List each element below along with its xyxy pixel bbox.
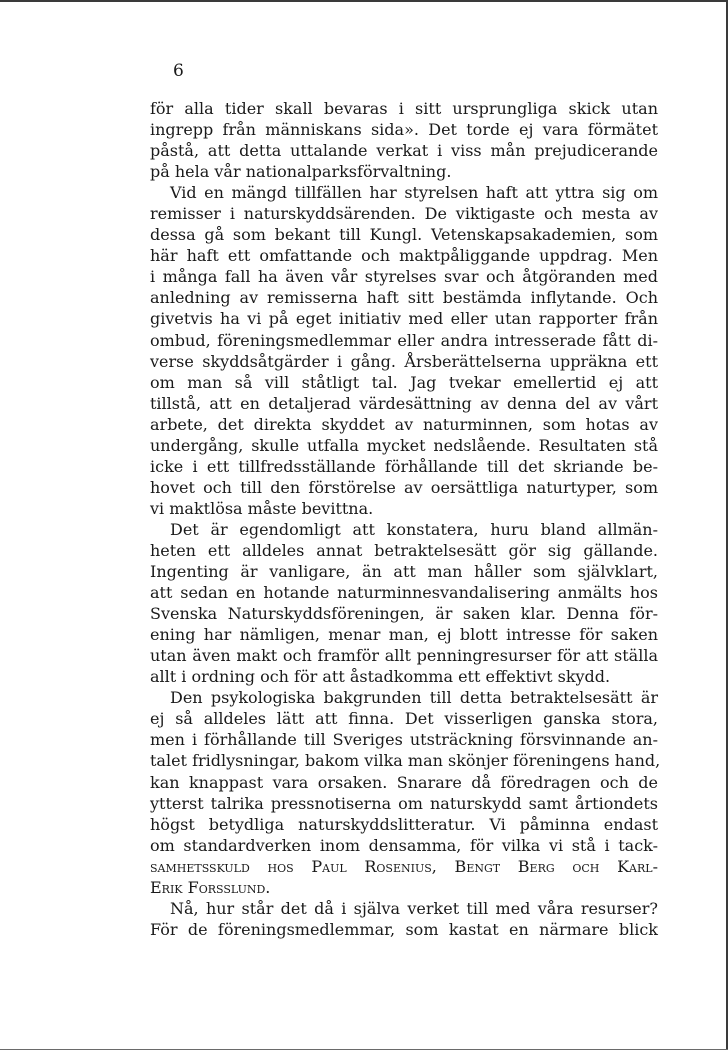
text-line: Ingenting är vanligare, än att man håller som självklart, (150, 562, 658, 582)
paragraph-start-line: Nå, hur står det då i själva verket till med våra resurser? (170, 898, 658, 918)
text-line: att sedan en hotande naturminnesvandalisering anmälts hos (150, 583, 658, 603)
text-line: ej så alldeles lätt att finna. Det visserligen ganska stora, (150, 709, 658, 729)
text-line: ening har nämligen, menar man, ej blott intresse för saken (150, 625, 658, 645)
text-line: för alla tider skall bevaras i sitt ursprungliga skick utan (150, 99, 658, 118)
body-text (150, 98, 661, 940)
paragraph-start-line: Det är egendomligt att konstatera, huru bland allmän- (170, 519, 658, 539)
scan-edge-top (0, 0, 728, 2)
text-line: om standardverken inom densamma, för vilka vi stå i tack- (150, 835, 658, 855)
text-line: anledning av remisserna haft sitt bestämda inflytande. Och (150, 288, 658, 308)
text-line: vi maktlösa måste bevittna. (150, 498, 374, 518)
text-line: på hela vår nationalparksförvaltning. (150, 162, 452, 182)
text-line: högst betydliga naturskyddslitteratur. Vi påminna endast (150, 814, 658, 834)
text-line: hovet och till den förstörelse av oersättliga naturtyper, som (150, 477, 658, 497)
text-line: ombud, föreningsmedlemmar eller andra intresserade fått di- (150, 330, 658, 350)
text-line: påstå, att detta uttalande verkat i viss mån prejudicerande (150, 141, 658, 161)
text-line: dessa gå som bekant till Kungl. Vetenskapsakademien, som (150, 225, 658, 245)
text-line: heten ett alldeles annat betraktelsesätt gör sig gällande. (150, 540, 658, 560)
text-line: givetvis ha vi på eget initiativ med eller utan rapporter från (150, 309, 658, 329)
page-number: 6 (173, 61, 184, 81)
paragraph-start-line: Den psykologiska bakgrunden till detta betraktelsesätt är (170, 688, 658, 708)
paragraph-start-line: Vid en mängd tillfällen har styrelsen haft att yttra sig om (170, 183, 658, 203)
text-line: kan knappast vara orsaken. Snarare då föredragen och de (150, 772, 658, 792)
text-line: utan även makt och framför allt penningresurser för att ställa (150, 646, 658, 666)
text-line: i många fall ha även vår styrelses svar och åtgöranden med (150, 267, 658, 287)
text-line: här haft ett omfattande och maktpåliggande uppdrag. Men (150, 246, 658, 266)
text-line: Svenska Naturskyddsföreningen, är saken klar. Denna för- (150, 604, 658, 624)
text-line: ytterst talrika pressnotiserna om naturskydd samt årtiondets (150, 793, 658, 813)
text-line: verse skyddsåtgärder i gång. Årsberättelserna uppräkna ett (150, 351, 658, 371)
text-line: tillstå, att en detaljerad värdesättning av denna del av vårt (150, 393, 658, 413)
text-line: ingrepp från människans sida». Det torde ej vara förmätet (150, 120, 658, 140)
text-line: talet fridlysningar, bakom vilka man skönjer föreningens hand, (150, 751, 661, 771)
text-line-author-names: Erik Forsslund. (150, 877, 271, 897)
text-line: icke i ett tillfredsställande förhållande till det skriande be- (150, 456, 658, 476)
text-line: arbete, det direkta skyddet av naturminnen, som hotas av (150, 414, 658, 434)
text-line: För de föreningsmedlemmar, som kastat en närmare blick (150, 919, 658, 939)
text-line: om man så vill ståtligt tal. Jag tvekar emellertid ej att (150, 372, 658, 392)
text-line: men i förhållande till Sveriges utsträckning försvinnande an- (150, 730, 658, 750)
text-line: undergång, skulle utfalla mycket nedslående. Resultaten stå (150, 435, 658, 455)
text-line: allt i ordning och för att åstadkomma ett effektivt skydd. (150, 667, 611, 687)
text-line-author-names: samhetsskuld hos Paul Rosenius, Bengt Berg och Karl- (150, 856, 658, 876)
text-line: remisser i naturskyddsärenden. De viktigaste och mesta av (150, 204, 658, 224)
